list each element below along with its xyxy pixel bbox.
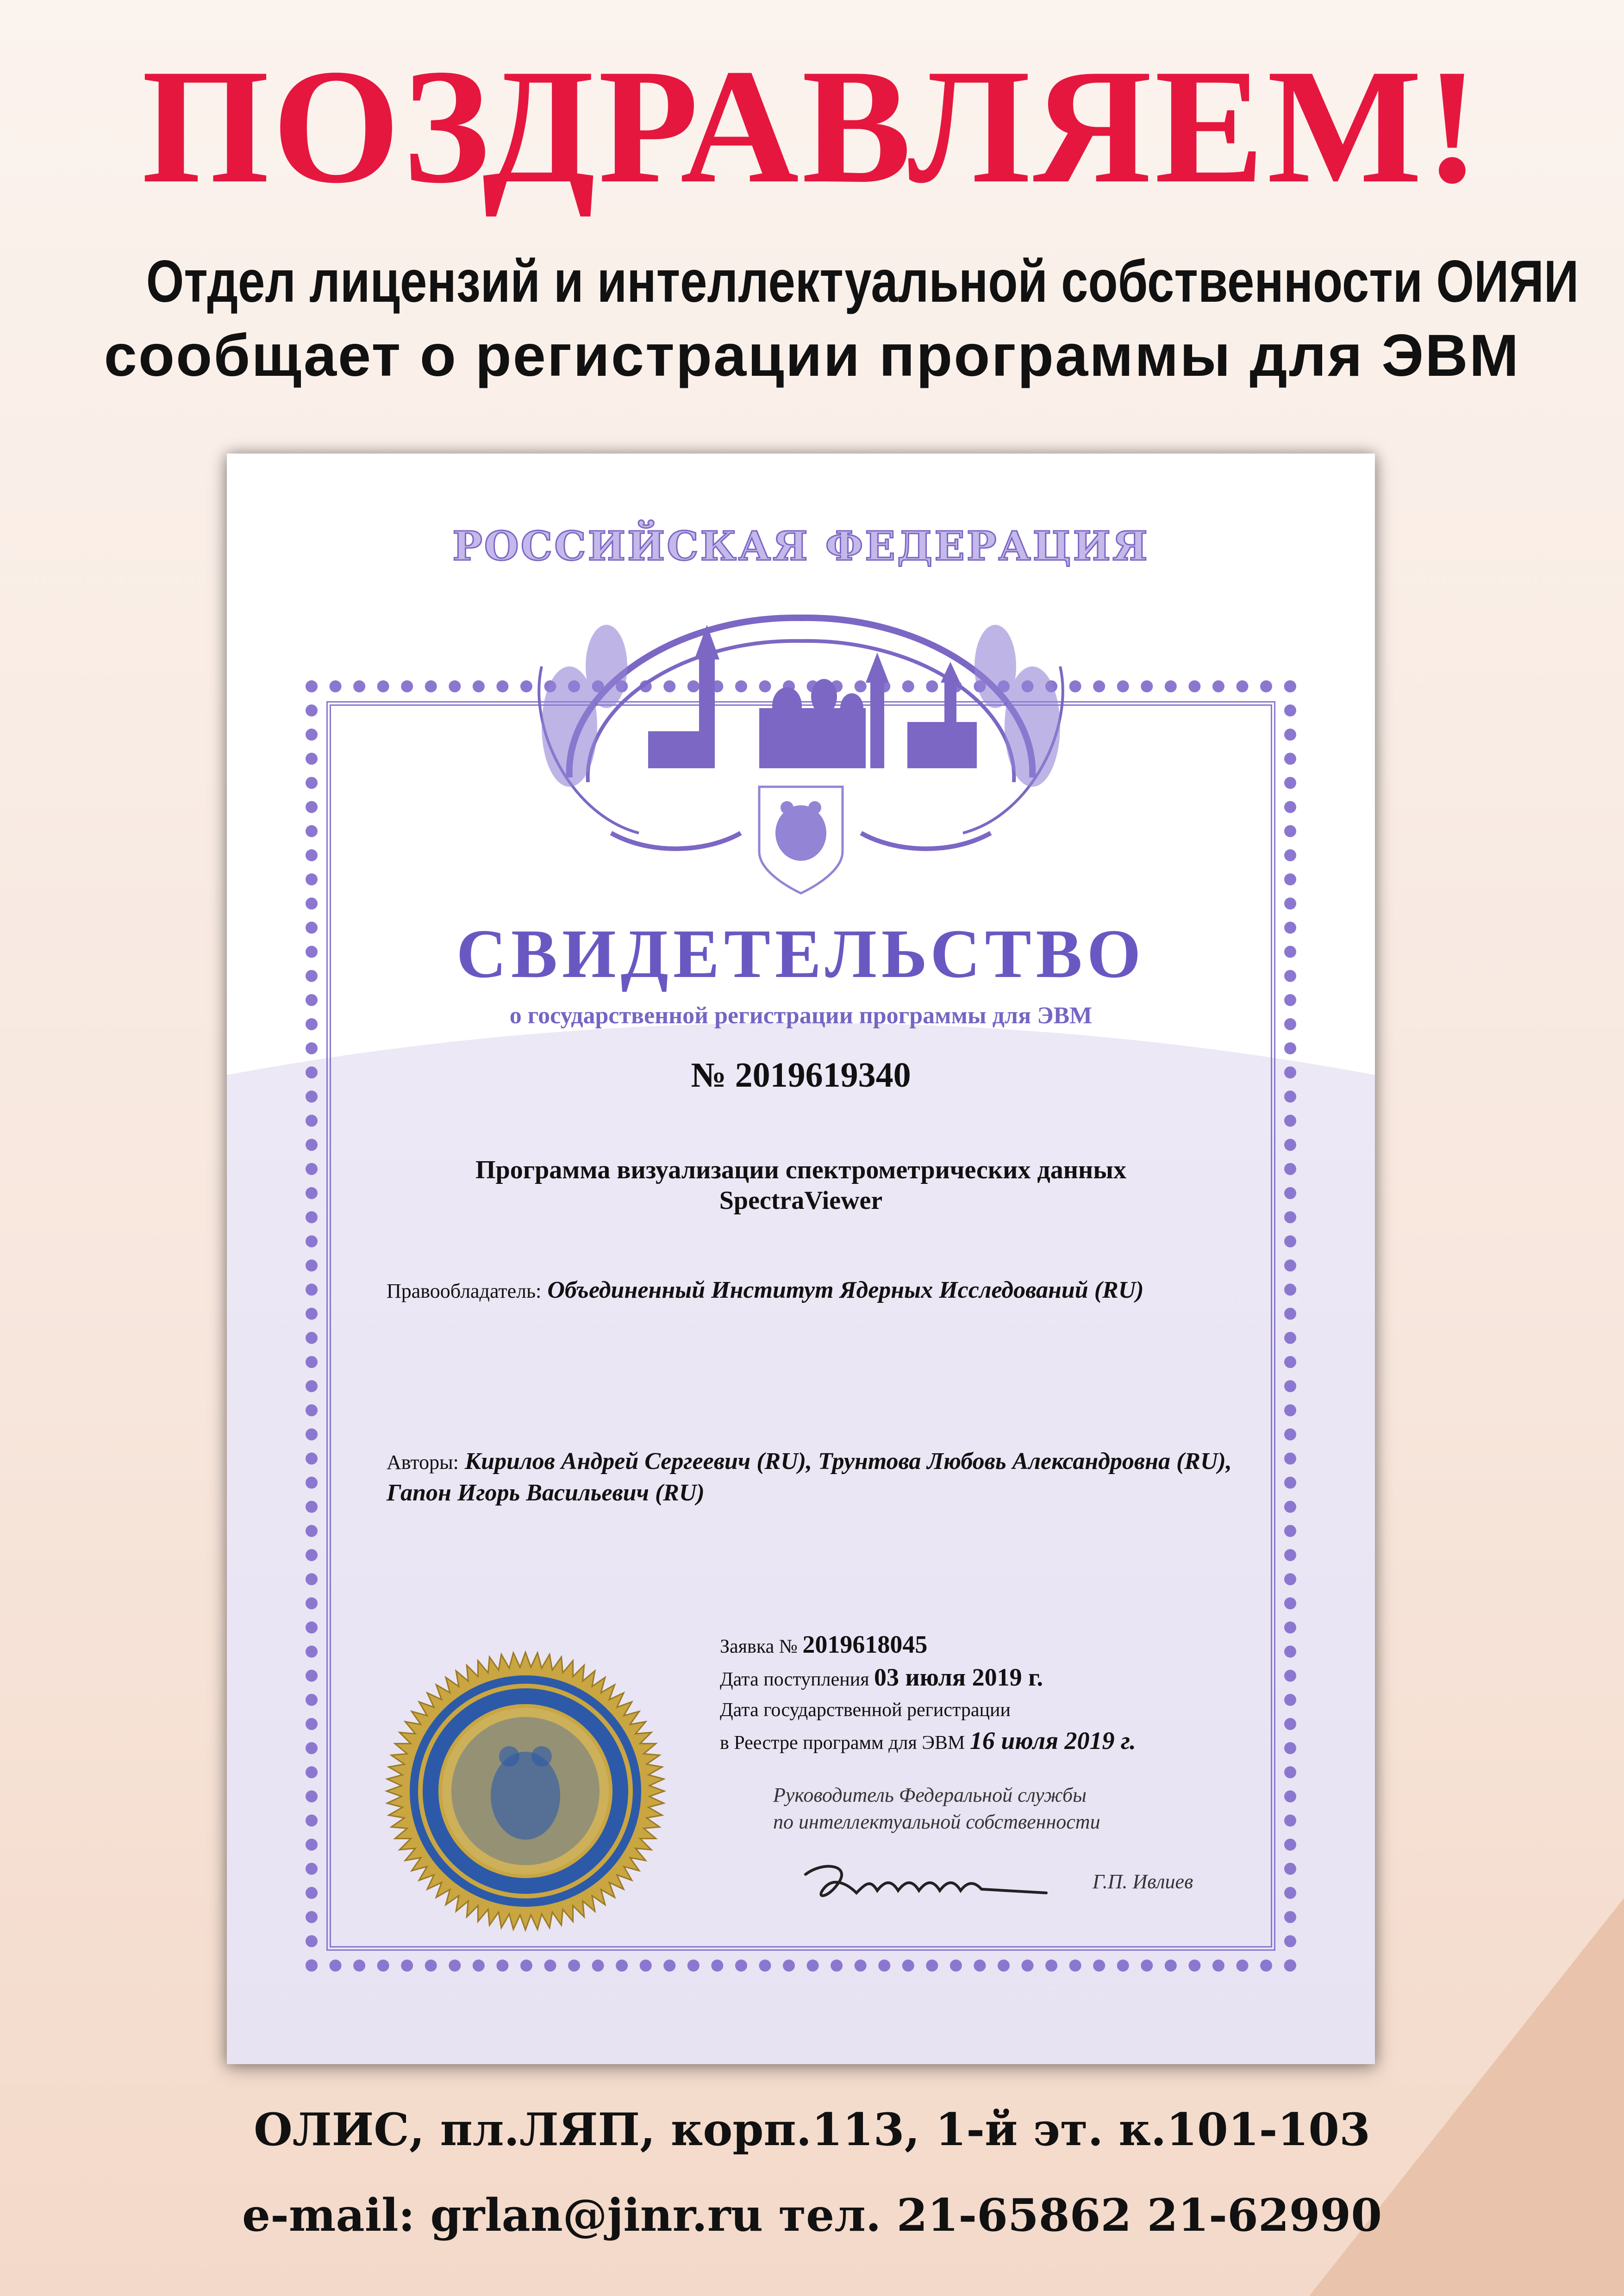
application-label: Заявка №	[720, 1636, 798, 1657]
country-title: РОССИЙСКАЯ ФЕДЕРАЦИЯ	[452, 523, 1149, 570]
program-name-line1: Программа визуализации спектрометрических данных	[475, 1156, 1126, 1184]
director-line2: по интеллектуальной собственности	[773, 1811, 1100, 1833]
rights-holder	[387, 1275, 1252, 1307]
footer-address: ОЛИС, пл.ЛЯП, корп.113, 1-й эт. к.101-103	[254, 2103, 1370, 2156]
signature-icon	[796, 1856, 1056, 1911]
received-date: 03 июля 2019 г.	[874, 1663, 1043, 1691]
director-line1: Руководитель Федеральной службы	[773, 1784, 1087, 1806]
authors-label: Авторы:	[387, 1451, 459, 1474]
footer-contacts: e-mail: grlan@jinr.ru тел. 21-65862 21-62990	[242, 2189, 1382, 2241]
certificate-number: № 2019619340	[691, 1056, 911, 1095]
registration-label-line1: Дата государственной регистрации	[720, 1699, 1011, 1721]
poster-headline: ПОЗДРАВЛЯЕМ!	[141, 35, 1483, 217]
registration-date: 16 июля 2019 г.	[969, 1727, 1136, 1755]
kremlin-emblem-icon	[500, 574, 1102, 898]
rights-holder-value: Объединенный Институт Ядерных Исследований (RU)	[547, 1277, 1144, 1303]
rights-holder-label: Правообладатель:	[387, 1280, 542, 1302]
signer-name: Г.П. Ивлиев	[1093, 1870, 1193, 1893]
application-number: 2019618045	[802, 1630, 928, 1658]
certificate-subtitle: о государственной регистрации программы для ЭВМ	[509, 1002, 1093, 1029]
program-name	[227, 1155, 1375, 1216]
authors	[387, 1446, 1252, 1508]
authors-value: Кирилов Андрей Сергеевич (RU), Трунтова Любовь Александровна (RU), Гапон Игорь Васильевич (RU)	[387, 1448, 1232, 1506]
director-title	[773, 1782, 1236, 1836]
poster-subtitle-line2: сообщает о регистрации программы для ЭВМ	[104, 323, 1520, 389]
received-label: Дата поступления	[720, 1669, 869, 1690]
certificate-title: СВИДЕТЕЛЬСТВО	[456, 915, 1146, 992]
program-name-line2: SpectraViewer	[719, 1186, 883, 1215]
poster-subtitle-line1: Отдел лицензий и интеллектуальной собственности ОИЯИ	[146, 249, 1579, 315]
registration-details	[720, 1629, 1275, 1758]
official-seal-icon	[382, 1648, 669, 1935]
registration-label-line2: в Реестре программ для ЭВМ	[720, 1732, 965, 1754]
certificate	[227, 454, 1375, 2064]
